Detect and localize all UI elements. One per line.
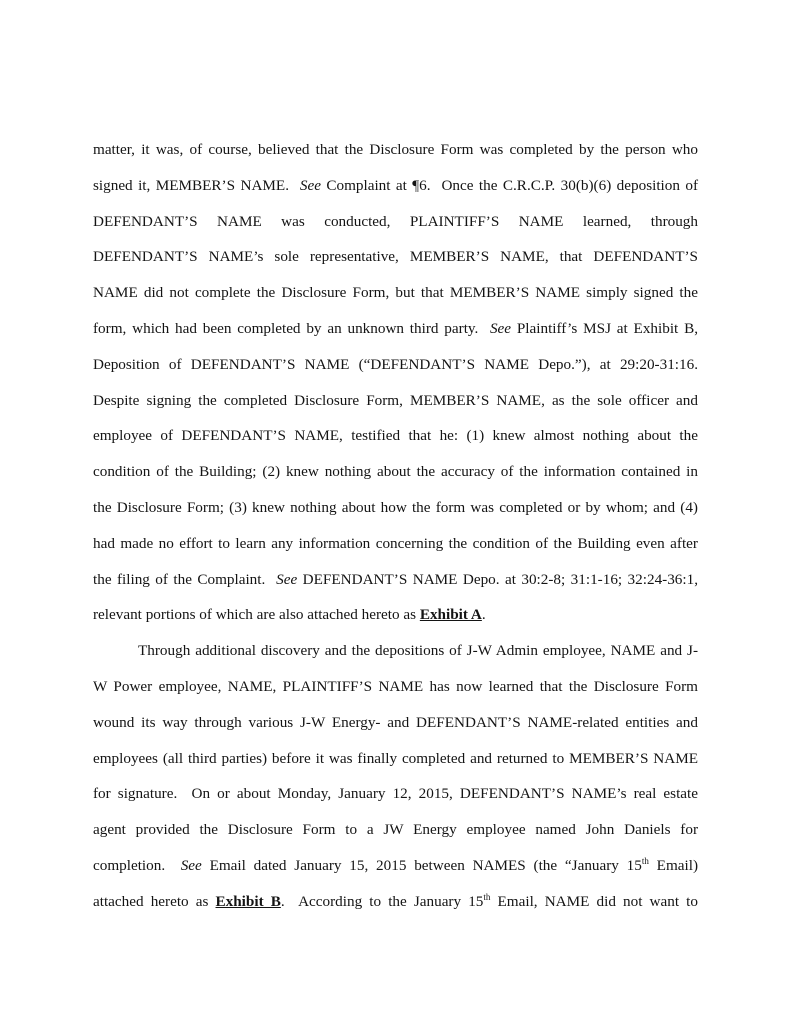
see-signal: See xyxy=(180,856,202,874)
text-line xyxy=(93,639,698,675)
line-text: Through additional discovery and the depositions of J-W Admin employee, NAME and J- xyxy=(138,642,698,660)
text-line xyxy=(93,568,698,604)
line-text: matter, it was, of course, believed that the Disclosure Form was completed by the person who xyxy=(93,141,698,158)
line-text: W Power employee, NAME, PLAINTIFF’S NAME has now learned that the Disclosure Form xyxy=(93,677,698,695)
text-line xyxy=(93,711,698,747)
text-line xyxy=(93,818,698,854)
line-text: agent provided the Disclosure Form to a JW Energy employee named John Daniels for xyxy=(93,821,698,839)
punctuation: . xyxy=(481,606,486,624)
paragraph-1 xyxy=(93,138,698,639)
text-line xyxy=(93,245,698,281)
line-text: Despite signing the completed Disclosure Form, MEMBER’S NAME, as the sole officer and xyxy=(93,391,698,409)
line-text: the Disclosure Form; (3) knew nothing about how the form was completed or by whom; and (4) xyxy=(93,498,698,516)
text-line xyxy=(93,675,698,711)
text-line xyxy=(93,782,698,818)
line-text: employee of DEFENDANT’S NAME, testified that he: (1) knew almost nothing about the xyxy=(93,427,698,445)
line-text: NAME did not complete the Disclosure Form, but that MEMBER’S NAME simply signed the xyxy=(93,284,698,302)
line-text: employees (all third parties) before it was finally completed and returned to MEMBER’S NAME xyxy=(93,749,698,767)
ordinal-superscript: th xyxy=(483,891,491,902)
ordinal-superscript: th xyxy=(641,855,649,866)
text-line xyxy=(93,210,698,246)
text-line xyxy=(93,281,698,317)
line-text: Email) xyxy=(656,856,698,874)
line-text: On or about Monday, January 12, 2015, DEFENDANT’S NAME’s real estate xyxy=(191,785,699,803)
text-line xyxy=(93,317,698,353)
text-line xyxy=(93,460,698,496)
line-text: Once the C.R.C.P. 30(b)(6) deposition of xyxy=(441,176,699,194)
citation: DEFENDANT’S NAME Depo. at 30:2-8; 31:1-16; 32:24-36:1, xyxy=(302,570,699,588)
text-line xyxy=(93,174,698,210)
text-line xyxy=(93,138,698,174)
citation: Plaintiff’s MSJ at Exhibit B, xyxy=(516,319,699,337)
see-signal: See xyxy=(299,176,321,194)
line-text: According to the January 15 xyxy=(298,892,484,910)
line-text: had made no effort to learn any information concerning the condition of the Building even after xyxy=(93,534,698,552)
text-line xyxy=(93,747,698,783)
paragraph-2 xyxy=(93,639,698,925)
line-text: for signature. xyxy=(93,785,178,803)
text-line xyxy=(93,496,698,532)
line-text: DEFENDANT’S NAME was conducted, PLAINTIFF’S NAME learned, through xyxy=(93,212,698,230)
document-page xyxy=(93,138,698,926)
text-line xyxy=(93,353,698,389)
exhibit-b-reference: Exhibit B xyxy=(215,892,281,910)
line-text: signed it, MEMBER’S NAME. xyxy=(93,176,289,194)
line-text: completion. xyxy=(93,856,166,874)
text-line xyxy=(93,854,698,890)
see-signal: See xyxy=(276,570,298,588)
line-text: the filing of the Complaint. xyxy=(93,570,266,588)
text-line xyxy=(93,424,698,460)
line-text: Email, NAME did not want to xyxy=(497,892,698,910)
line-text: form, which had been completed by an unknown third party. xyxy=(93,319,479,337)
see-signal: See xyxy=(489,319,512,337)
line-text: attached hereto as xyxy=(93,892,209,910)
citation: Complaint at ¶6. xyxy=(326,176,431,194)
text-line xyxy=(93,890,698,926)
punctuation: . xyxy=(280,892,285,910)
line-text: wound its way through various J-W Energy- and DEFENDANT’S NAME-related entities and xyxy=(93,713,698,731)
line-text: condition of the Building; (2) knew nothing about the accuracy of the information contained in xyxy=(93,463,698,481)
line-text: Email dated January 15, 2015 between NAMES (the “January 15 xyxy=(209,856,642,874)
text-line xyxy=(93,532,698,568)
line-text: Deposition of DEFENDANT’S NAME (“DEFENDANT’S NAME Depo.”), at 29:20-31:16. xyxy=(93,355,698,373)
exhibit-a-reference: Exhibit A xyxy=(419,606,482,624)
text-line xyxy=(93,603,698,639)
text-line xyxy=(93,389,698,425)
line-text: relevant portions of which are also attached hereto as xyxy=(93,606,417,624)
line-text: DEFENDANT’S NAME’s sole representative, MEMBER’S NAME, that DEFENDANT’S xyxy=(93,248,698,266)
